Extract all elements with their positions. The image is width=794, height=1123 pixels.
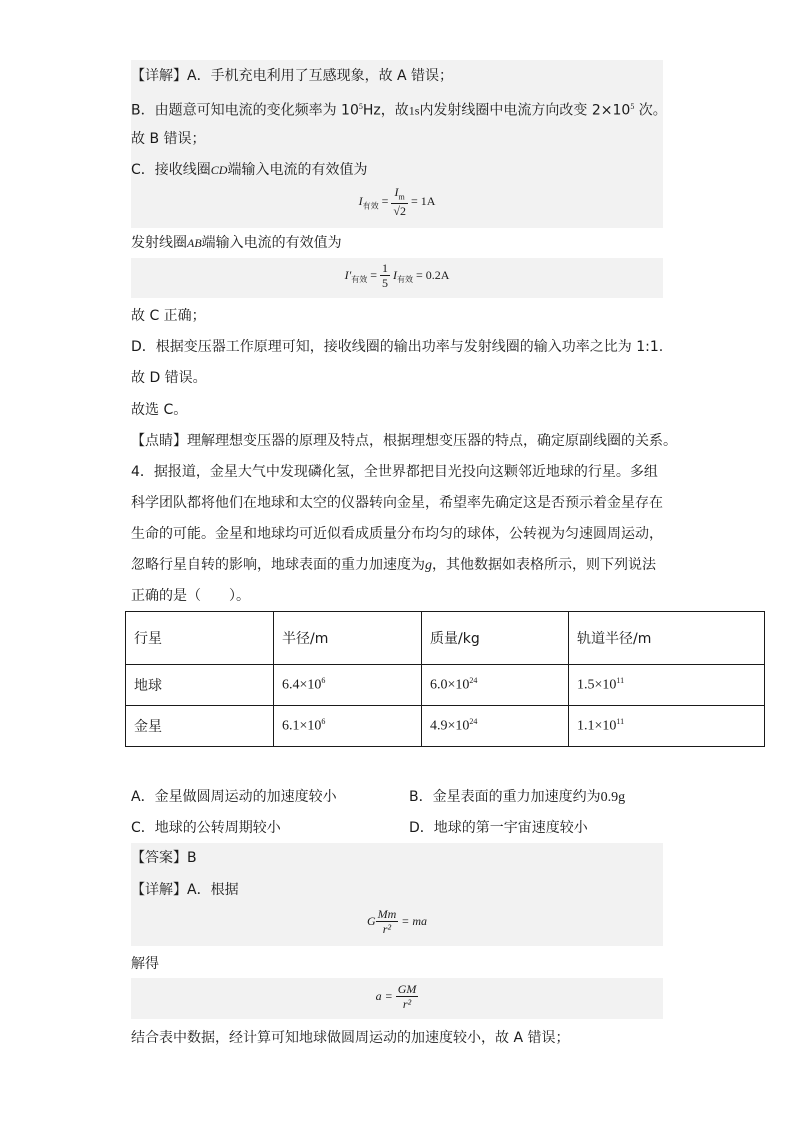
- cell-mass-earth: $6.0\times 10^{24}$: [422, 665, 569, 706]
- formula-rms-ab: $I'_{有效}$ = $\frac{1}{5}$ $I_{有效} = 0.2A$: [344, 261, 450, 290]
- conclusion-line: 结合表中数据，经计算可知地球做圆周运动的加速度较小，故 A 错误；: [131, 1030, 570, 1046]
- f3-rhs: = ma: [401, 913, 428, 928]
- option-b-conclusion: 故 B 错误；: [131, 131, 206, 147]
- planet-data-table: [125, 611, 765, 747]
- b-1s: 1s: [408, 103, 420, 118]
- answer-line: 【答案】B: [131, 850, 197, 866]
- header-radius: 半径/m: [274, 612, 422, 665]
- question-4-line-3: 生命的可能。金星和地球均可近似看成质量分布均匀的球体，公转视为匀速圆周运动，: [131, 526, 663, 542]
- b-text-4: 次。: [634, 102, 667, 119]
- cell-orbit-earth: $1.5\times 10^{11}$: [569, 665, 765, 706]
- q4-text-2: ，其他数据如表格所示，则下列说法: [432, 557, 656, 573]
- header-orbit: 轨道半径/m: [569, 612, 765, 665]
- f4-den: r²: [402, 997, 412, 1011]
- f1-num: I: [394, 185, 399, 199]
- option-d-explanation: D．根据变压器工作原理可知，接收线圈的输出功率与发射线圈的输入功率之比为 1:1.: [131, 339, 664, 355]
- f2-lhs: I′: [344, 267, 352, 282]
- f4-frac: [396, 983, 419, 1011]
- b-text-2: Hz，故: [362, 102, 409, 119]
- formula-rms-cd: $I_{有效}$ = $\frac{I_m}{√2}$ = 1A: [358, 185, 436, 219]
- cell-radius-venus: $6.1\times 10^6$: [274, 706, 422, 747]
- ab-explanation: [131, 233, 342, 253]
- option-c-conclusion: 故 C 正确；: [131, 308, 206, 324]
- q4-g: g: [425, 558, 432, 573]
- b-exp-2: 5: [630, 102, 635, 111]
- f1-lhs-sub: 有效: [362, 201, 379, 211]
- table-header-row: [126, 612, 765, 665]
- f4-lhs: a =: [375, 988, 393, 1003]
- f1-rhs: = 1A: [410, 193, 436, 208]
- f1-den: √2: [393, 204, 406, 219]
- option-d-conclusion: 故 D 错误。: [131, 370, 207, 386]
- question-4-line-1: 4．据报道，金星大气中发现磷化氢，全世界都把目光投向这颗邻近地球的行星。多组: [131, 464, 658, 480]
- option-c: C．地球的公转周期较小: [131, 820, 281, 836]
- option-c-explanation: [131, 160, 367, 180]
- f4-num: GM: [397, 982, 417, 996]
- f2-frac: [380, 262, 390, 290]
- comment-line: 【点睛】理解理想变压器的原理及特点，根据理想变压器的特点，确定原副线圈的关系。: [131, 433, 677, 449]
- solve-line: 解得: [131, 956, 159, 972]
- question-4-line-5: 正确的是（ ）。: [131, 588, 250, 604]
- c-cd: CD: [210, 163, 228, 177]
- f2-num: 1: [381, 261, 388, 275]
- table-row: [126, 706, 765, 747]
- f2-rhs: = 0.2A: [415, 267, 450, 282]
- cell-name-earth: 地球: [126, 665, 274, 706]
- option-d: D．地球的第一宇宙速度较小: [409, 820, 588, 836]
- b-text-1: B．由题意可知电流的变化频率为 10: [131, 102, 359, 119]
- option-b-text: B．金星表面的重力加速度约为: [409, 789, 601, 805]
- header-planet: 行星: [126, 612, 274, 665]
- ab-ab: AB: [187, 236, 202, 250]
- option-a: A．金星做圆周运动的加速度较小: [131, 789, 337, 805]
- f2-i-sub: 有效: [396, 275, 413, 285]
- option-b-explanation: [131, 97, 667, 121]
- c-text-2: 端输入电流的有效值为: [227, 162, 368, 178]
- f3-frac: [376, 908, 399, 936]
- table-row: [126, 665, 765, 706]
- f2-lhs-sub: 有效: [351, 275, 368, 285]
- b-exp-1: 5: [358, 102, 363, 111]
- cell-radius-earth: $6.4\times 10^6$: [274, 665, 422, 706]
- question-4-line-4: [131, 555, 656, 576]
- c-text-1: C．接收线圈: [131, 162, 211, 178]
- option-b: [409, 787, 625, 808]
- f3-g: G: [366, 913, 376, 928]
- cell-mass-venus: $4.9\times 10^{24}$: [422, 706, 569, 747]
- cell-orbit-venus: $1.1\times 10^{11}$: [569, 706, 765, 747]
- f3-den: r²: [382, 922, 392, 936]
- cell-name-venus: 金星: [126, 706, 274, 747]
- formula-gravitation: [131, 908, 663, 936]
- formula-acceleration: [131, 983, 663, 1011]
- f3-num: Mm: [377, 907, 397, 921]
- ab-text-2: 端输入电流的有效值为: [201, 235, 342, 251]
- ab-text-1: 发射线圈: [131, 235, 187, 251]
- f2-den: 5: [381, 276, 388, 290]
- b-text-3: 内发射线圈中电流方向改变 2×10: [419, 102, 631, 119]
- f1-num-sub: m: [398, 192, 405, 202]
- option-b-value: 0.9g: [600, 790, 626, 805]
- f1-lhs: I: [358, 193, 363, 208]
- f1-frac: [391, 186, 408, 218]
- choice-line: 故选 C。: [131, 402, 188, 418]
- question-4-line-2: 科学团队都将他们在地球和太空的仪器转向金星，希望率先确定这是否预示着金星存在: [131, 495, 663, 511]
- answer-detail-line: 【详解】A．根据: [131, 882, 239, 898]
- f2-i: I: [392, 267, 397, 282]
- q4-text-1: 忽略行星自转的影响，地球表面的重力加速度为: [131, 557, 425, 573]
- detail-a-line: 【详解】A．手机充电利用了互感现象，故 A 错误；: [131, 68, 454, 84]
- header-mass: 质量/kg: [422, 612, 569, 665]
